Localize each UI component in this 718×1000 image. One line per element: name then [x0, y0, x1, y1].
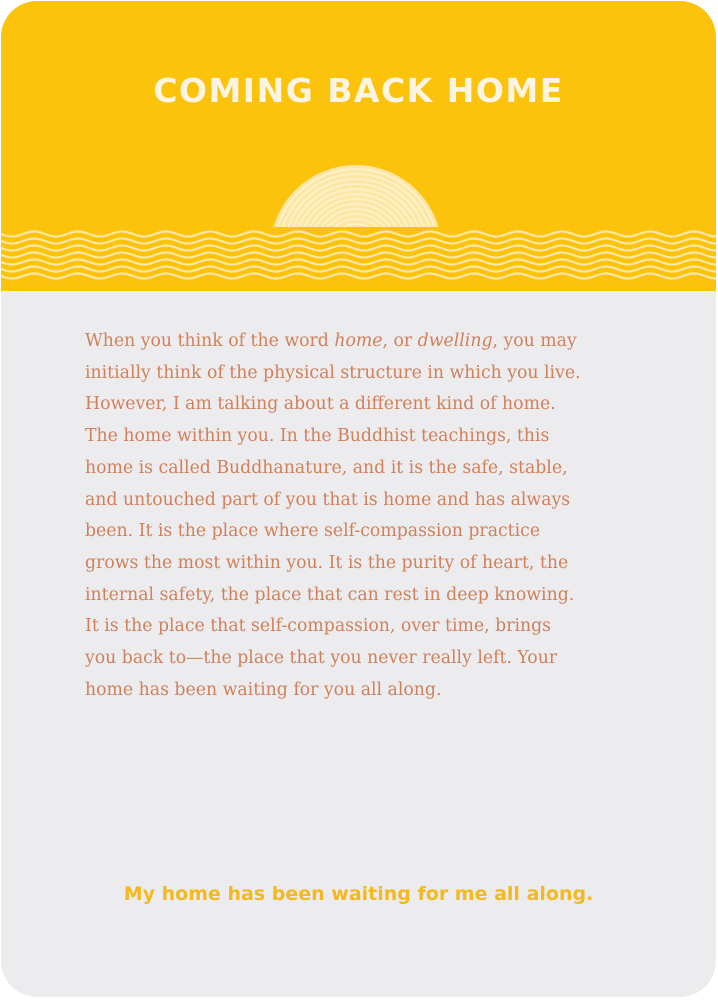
sun-over-waves-illustration [1, 1, 716, 291]
body-line: However, I am talking about a different kind of home. [85, 394, 556, 415]
body-line: The home within you. In the Buddhist teachings, this [85, 426, 550, 447]
card-body-text [85, 326, 665, 706]
body-line: you back to—the place that you never really left. Your [85, 648, 558, 669]
body-line: home is called Buddhanature, and it is the safe, stable, [85, 457, 568, 478]
body-line: When you think of the word home, or dwelling, you may [85, 331, 577, 351]
body-line: home has been waiting for you all along. [85, 679, 442, 700]
body-line: and untouched part of you that is home and has always [85, 489, 571, 510]
body-line: initially think of the physical structure in which you live. [85, 362, 581, 383]
card-header [1, 1, 716, 291]
card [1, 1, 716, 997]
body-line: been. It is the place where self-compassion practice [85, 521, 541, 542]
body-line: internal safety, the place that can rest in deep knowing. [85, 584, 575, 605]
card-title: COMING BACK HOME [153, 71, 564, 110]
body-line: grows the most within you. It is the purity of heart, the [85, 552, 569, 573]
affirmation-text: My home has been waiting for me all along. [123, 883, 594, 905]
body-line: It is the place that self-compassion, over time, brings [85, 616, 552, 637]
